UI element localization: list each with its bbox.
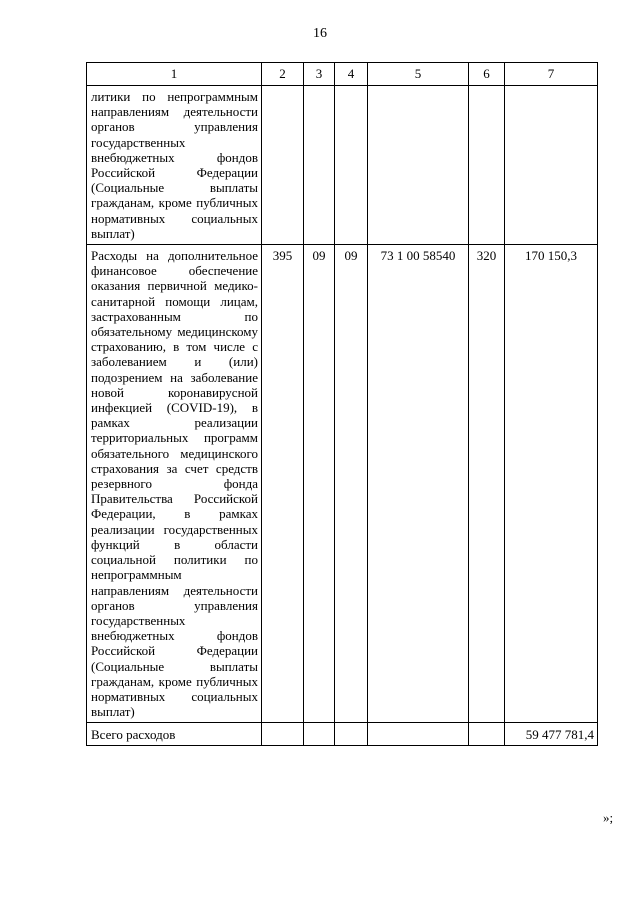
row-subsection-code: 09 bbox=[335, 245, 368, 723]
row-description: Расходы на дополнительное финансовое обеспечение оказания первичной медико-санитарной помощи лицам, застрахованным по обязательному медицинскому страхованию, в том числе с заболеванием и (или) подозрением на заболевание новой коронавирусной инфекцией (COVID-19), в рамках реализации территориальных программ обязательного медицинского страхования за счет средств резервного фонда Правительства Российской Федерации, в рамках реализации государственных функций в области социальной политики по непрограммным направлениям деятельности органов управления государственных внебюджетных фондов Российской Федерации (Социальные выплаты гражданам, кроме публичных нормативных социальных выплат) bbox=[87, 245, 262, 723]
column-header-2: 2 bbox=[262, 63, 304, 86]
total-row bbox=[87, 723, 598, 746]
table-row bbox=[87, 86, 598, 245]
row-ministry-code bbox=[262, 86, 304, 245]
column-header-5: 5 bbox=[368, 63, 469, 86]
row-expense-type bbox=[469, 86, 505, 245]
total-label: Всего расходов bbox=[87, 723, 262, 746]
budget-table bbox=[86, 62, 598, 746]
column-header-1: 1 bbox=[87, 63, 262, 86]
column-header-7: 7 bbox=[505, 63, 598, 86]
table-header-row bbox=[87, 63, 598, 86]
row-amount: 170 150,3 bbox=[505, 245, 598, 723]
closing-quote-mark: »; bbox=[603, 810, 614, 825]
column-header-3: 3 bbox=[304, 63, 335, 86]
row-section-code bbox=[304, 86, 335, 245]
table-row bbox=[87, 245, 598, 723]
row-ministry-code: 395 bbox=[262, 245, 304, 723]
page-number: 16 bbox=[313, 26, 327, 41]
row-section-code: 09 bbox=[304, 245, 335, 723]
row-target-article: 73 1 00 58540 bbox=[368, 245, 469, 723]
row-amount bbox=[505, 86, 598, 245]
row-expense-type: 320 bbox=[469, 245, 505, 723]
row-description: литики по непрограммным направлениям деятельности органов управления государственных внебюджетных фондов Российской Федерации (Социальные выплаты гражданам, кроме публичных нормативных социальных выплат) bbox=[87, 86, 262, 245]
column-header-6: 6 bbox=[469, 63, 505, 86]
total-amount: 59 477 781,4 bbox=[505, 723, 598, 746]
row-subsection-code bbox=[335, 86, 368, 245]
column-header-4: 4 bbox=[335, 63, 368, 86]
row-target-article bbox=[368, 86, 469, 245]
